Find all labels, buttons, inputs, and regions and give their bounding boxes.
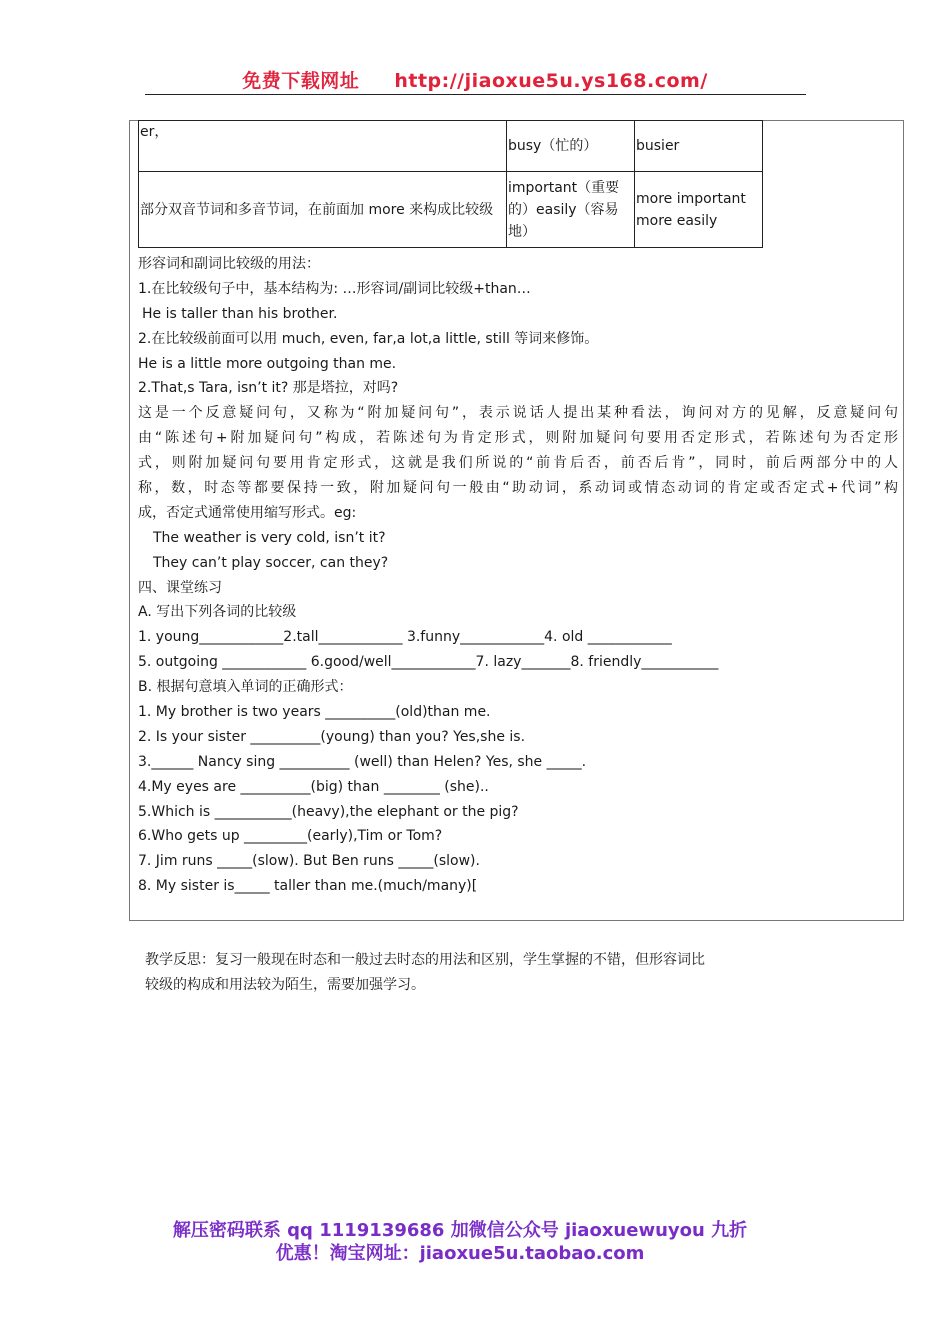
usage-2: 2.在比较级前面可以用 much, even, far,a lot,a little, still 等词来修饰。 [138,330,599,347]
table-row [139,121,763,172]
footer-line: 解压密码联系 qq 1119139686 加微信公众号 jiaoxuewuyou 九折 [172,1220,748,1241]
tag-paragraph-line: 这是一个反意疑问句，又称为“附加疑问句”，表示说话人提出某种看法，询问对方的见解，反意疑问句 [138,405,898,422]
part-b-item: 6.Who gets up _________(early),Tim or Tom? [138,828,443,845]
table-cell-comparative: busier [635,121,763,172]
page-header [0,66,950,93]
comparative-table [138,120,763,248]
teaching-reflection [145,948,807,998]
footer-line: 优惠！淘宝网址：jiaoxue5u.taobao.com [275,1243,645,1264]
usage-1-example: He is taller than his brother. [142,305,338,322]
tag-paragraph-line: 成，否定式通常使用缩写形式。eg: [138,504,357,521]
table-cell-comparative: more important more easily [635,172,763,248]
part-b-item: 2. Is your sister __________(young) than you? Yes,she is. [138,728,526,745]
tag-example: They can’t play soccer, can they? [153,554,389,571]
reflection-line: 教学反思：复习一般现在时态和一般过去时态的用法和区别，学生掌握的不错，但形容词比 [145,952,705,968]
table-cell-rule: 部分双音节词和多音节词，在前面加 more 来构成比较级 [139,172,507,248]
part-b-item: 3.______ Nancy sing __________ (well) than Helen? Yes, she _____. [138,753,587,770]
exercise-title: 四、课堂练习 [138,579,222,596]
table-cell-word: important（重要的）easily（容易地） [507,172,635,248]
tag-example: The weather is very cold, isn’t it? [153,529,386,546]
part-a-title: A. 写出下列各词的比较级 [138,604,297,621]
tag-paragraph-line: 称，数，时态等都要保持一致，附加疑问句一般由“助动词，系动词或情态动词的肯定或否定式+代词”构 [138,480,898,497]
table-cell-rule: er， [139,121,507,172]
part-b-title: B. 根据句意填入单词的正确形式： [138,679,353,696]
part-b-item: 1. My brother is two years __________(old)than me. [138,704,491,721]
part-b-item: 4.My eyes are __________(big) than ________ (she).. [138,778,489,795]
part-b-item: 7. Jim runs _____(slow). But Ben runs _____(slow). [138,853,480,870]
tag-paragraph-line: 由“陈述句+附加疑问句”构成，若陈述句为肯定形式，则附加疑问句要用否定形式，若陈述句为否定形 [138,430,898,447]
part-a-line: 1. young____________2.tall____________ 3.funny____________4. old ____________ [138,629,672,646]
header-title: 免费下载网址 [242,70,360,92]
table-cell-word: busy（忙的） [507,121,635,172]
reflection-line: 较级的构成和用法较为陌生，需要加强学习。 [145,977,425,993]
part-b-item: 5.Which is ___________(heavy),the elephant or the pig? [138,803,519,820]
lesson-content [138,252,898,899]
part-b-item: 8. My sister is_____ taller than me.(much/many)[ [138,878,478,895]
usage-1: 1.在比较级句子中，基本结构为: …形容词/副词比较级+than… [138,280,531,297]
page-footer [0,1219,920,1265]
tag-question-title: 2.That,s Tara, isn’t it? 那是塔拉，对吗? [138,380,399,397]
header-divider [145,94,806,95]
usage-title: 形容词和副词比较级的用法： [138,256,320,272]
tag-paragraph-line: 式，则附加疑问句要用肯定形式，这就是我们所说的“前肯后否，前否后肯”，同时，前后两部分中的人 [138,455,898,472]
usage-2-example: He is a little more outgoing than me. [138,355,397,372]
header-url-link[interactable]: http://jiaoxue5u.ys168.com/ [394,70,708,92]
table-row [139,172,763,248]
part-a-line: 5. outgoing ____________ 6.good/well____________7. lazy_______8. friendly___________ [138,654,719,671]
